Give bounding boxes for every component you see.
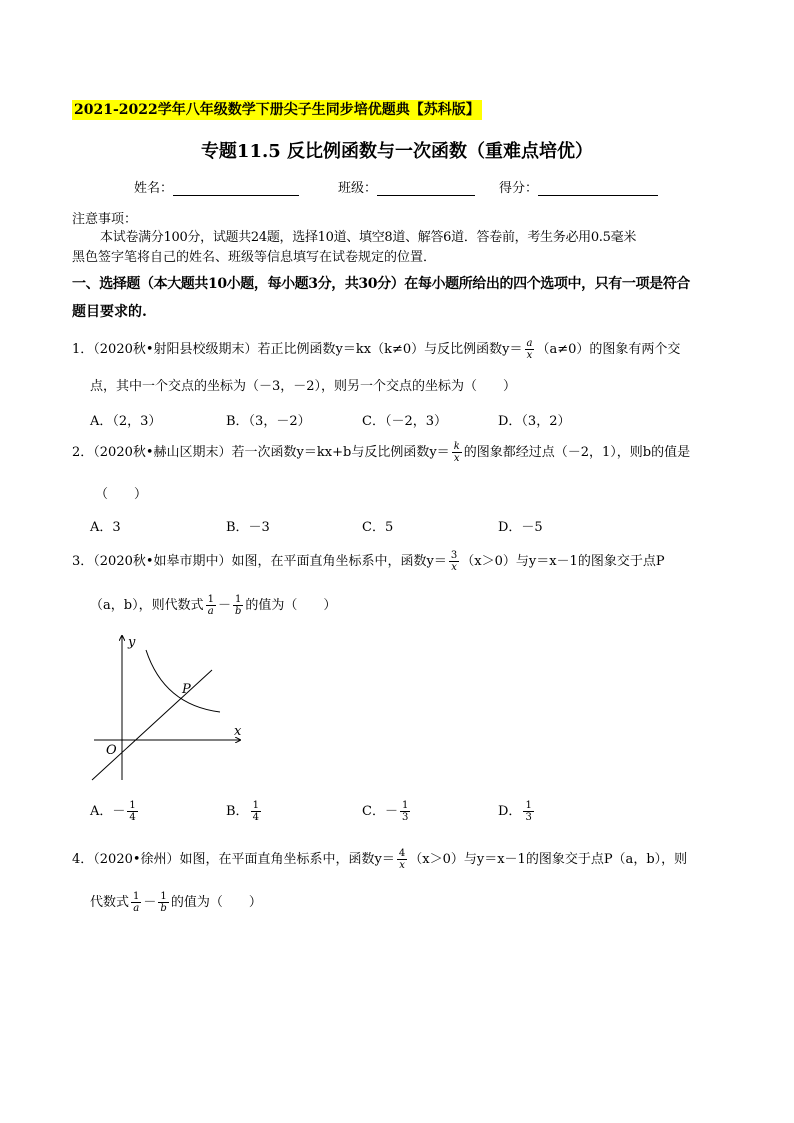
q2-pre: 2．（2020秋•赫山区期末）若一次函数 [72,445,297,460]
q4-f2-den: b [160,903,167,914]
q4-pre: 4．（2020•徐州）如图，在平面直角坐标系中，函数 [72,852,375,867]
q3-frac-den: x [451,562,457,573]
q3-f1-den: a [207,606,214,617]
q3-post: （x＞0）与y＝x－1的图象交于点P [461,554,665,569]
y-axis-label: y [128,635,136,650]
q2-mid: 与反比例函数 [351,445,430,460]
score-label: 得分： [499,181,539,196]
q3-f2-num: 1 [234,594,242,605]
class-field[interactable] [338,177,475,196]
notice-heading: 注意事项： [72,212,138,227]
q3-option-b-frac [251,800,261,823]
q3-line2-pre: （a，b），则代数式 [90,598,204,613]
q2-yeq: y＝ [429,445,450,460]
section1-line2: 题目要求的. [72,304,147,320]
point-p-label: P [182,682,191,697]
q3-option-a-den: 4 [129,812,136,823]
q3-minus: － [217,598,231,613]
q3-frac-num: 3 [450,550,458,561]
q1-frac-num: a [526,338,533,349]
q1-pre: 1．（2020秋•射阳县校级期末）若正比例函数 [72,342,336,357]
q3-frac1 [206,594,216,617]
q3-option-c-sign: － [384,804,398,819]
q3-option-c-den: 3 [401,812,409,823]
q2-fraction [452,441,462,464]
q3-option-b-letter: B． [226,804,249,819]
q2-option-c[interactable]: C．5 [362,520,394,535]
score-blank[interactable] [538,181,658,196]
q1-cond: （a≠0）的图象有两个交 [536,342,681,357]
section1-line1: 一、选择题（本大题共10小题，每小题3分，共30分）在每小题所给出的四个选项中，只有一项是符合 [72,276,690,292]
q1-option-c[interactable]: C．（－2，3） [362,414,447,429]
q3-option-d-num: 1 [525,800,532,811]
q2-line2: （ ） [95,487,148,502]
q3-option-b[interactable] [226,800,263,823]
name-label: 姓名： [134,181,174,196]
header-highlight: 2021-2022学年八年级数学下册尖子生同步培优题典【苏科版】 [74,102,480,118]
q4-yeq: y＝ [374,852,395,867]
q4-frac1 [131,891,141,914]
q2-stem [72,441,690,464]
name-blank[interactable] [173,181,299,196]
q3-line2-post: 的值为（ ） [245,598,337,613]
q4-frac2 [158,891,168,914]
q1-option-d[interactable]: D．（3，2） [498,414,571,429]
q3-f1-num: 1 [207,594,214,605]
q3-graph [90,630,260,785]
line-y-eq-x-minus-1 [92,670,212,780]
name-field[interactable] [134,177,299,196]
page-title: 专题11.5 反比例函数与一次函数（重难点培优） [200,141,594,162]
notice-line2: 黑色签字笔将自己的姓名、班级等信息填写在试卷规定的位置． [72,250,437,265]
q3-option-d-den: 3 [525,812,532,823]
q4-f2-num: 1 [160,891,167,902]
q1-func1: y＝kx（k≠0） [335,342,425,357]
q4-post: （x＞0）与y＝x－1的图象交于点P（a，b），则 [409,852,688,867]
class-label: 班级： [338,181,378,196]
q1-line2: 点，其中一个交点的坐标为（－3，－2），则另一个交点的坐标为（ ） [90,379,517,394]
q3-option-d[interactable] [498,800,536,823]
q1-frac-den: x [526,350,533,361]
q4-frac-den: x [399,860,405,871]
class-blank[interactable] [377,181,475,196]
q4-stem [72,848,687,871]
q3-f2-den: b [234,606,242,617]
q1-option-b[interactable]: B．（3，－2） [226,414,311,429]
q1-yeq: y＝ [502,342,523,357]
q3-option-d-frac [523,800,533,823]
x-axis-label: x [234,724,242,739]
q1-option-a[interactable]: A．（2，3） [90,414,162,429]
q2-post: 的图象都经过点（－2，1），则b的值是 [463,445,691,460]
q3-option-d-letter: D． [498,804,522,819]
q3-option-a[interactable] [90,800,140,823]
q2-func1: y＝kx+b [296,445,352,460]
q1-stem [72,338,680,361]
q3-option-a-num: 1 [129,800,136,811]
q4-f1-num: 1 [133,891,140,902]
q3-option-a-frac [127,800,137,823]
q4-line2-pre: 代数式 [90,895,130,910]
q4-f1-den: a [133,903,140,914]
q3-option-b-den: 4 [252,812,259,823]
q3-stem [72,550,665,573]
q3-option-c-num: 1 [401,800,409,811]
q4-fraction [397,848,407,871]
q3-yeq: y＝ [426,554,447,569]
q3-frac2 [233,594,243,617]
q3-line2 [90,594,336,617]
q2-option-a[interactable]: A．3 [90,520,121,535]
q2-option-d[interactable]: D．－5 [498,520,543,535]
q2-option-b[interactable]: B．－3 [226,520,270,535]
q3-option-a-letter: A． [90,804,113,819]
q3-pre: 3．（2020秋•如皋市期中）如图，在平面直角坐标系中，函数 [72,554,427,569]
score-field[interactable] [499,177,658,196]
q3-option-a-sign: － [112,804,126,819]
q3-option-c-letter: C． [362,804,385,819]
hyperbola-curve [146,650,220,712]
origin-label: O [106,743,117,758]
q4-line2-post: 的值为（ ） [170,895,262,910]
q3-option-c-frac [400,800,410,823]
q1-mid: 与反比例函数 [424,342,503,357]
q2-frac-den: x [453,453,460,464]
q3-fraction [449,550,459,573]
q4-minus: － [143,895,157,910]
q4-line2 [90,891,262,914]
q3-option-c[interactable] [362,800,412,823]
q2-frac-num: k [453,441,460,452]
notice-line1: 本试卷满分100分，试题共24题，选择10道、填空8道、解答6道．答卷前，考生务必用0.5毫米 [100,230,637,245]
q4-frac-num: 4 [398,848,406,859]
q1-fraction [525,338,535,361]
q3-option-b-num: 1 [252,800,259,811]
